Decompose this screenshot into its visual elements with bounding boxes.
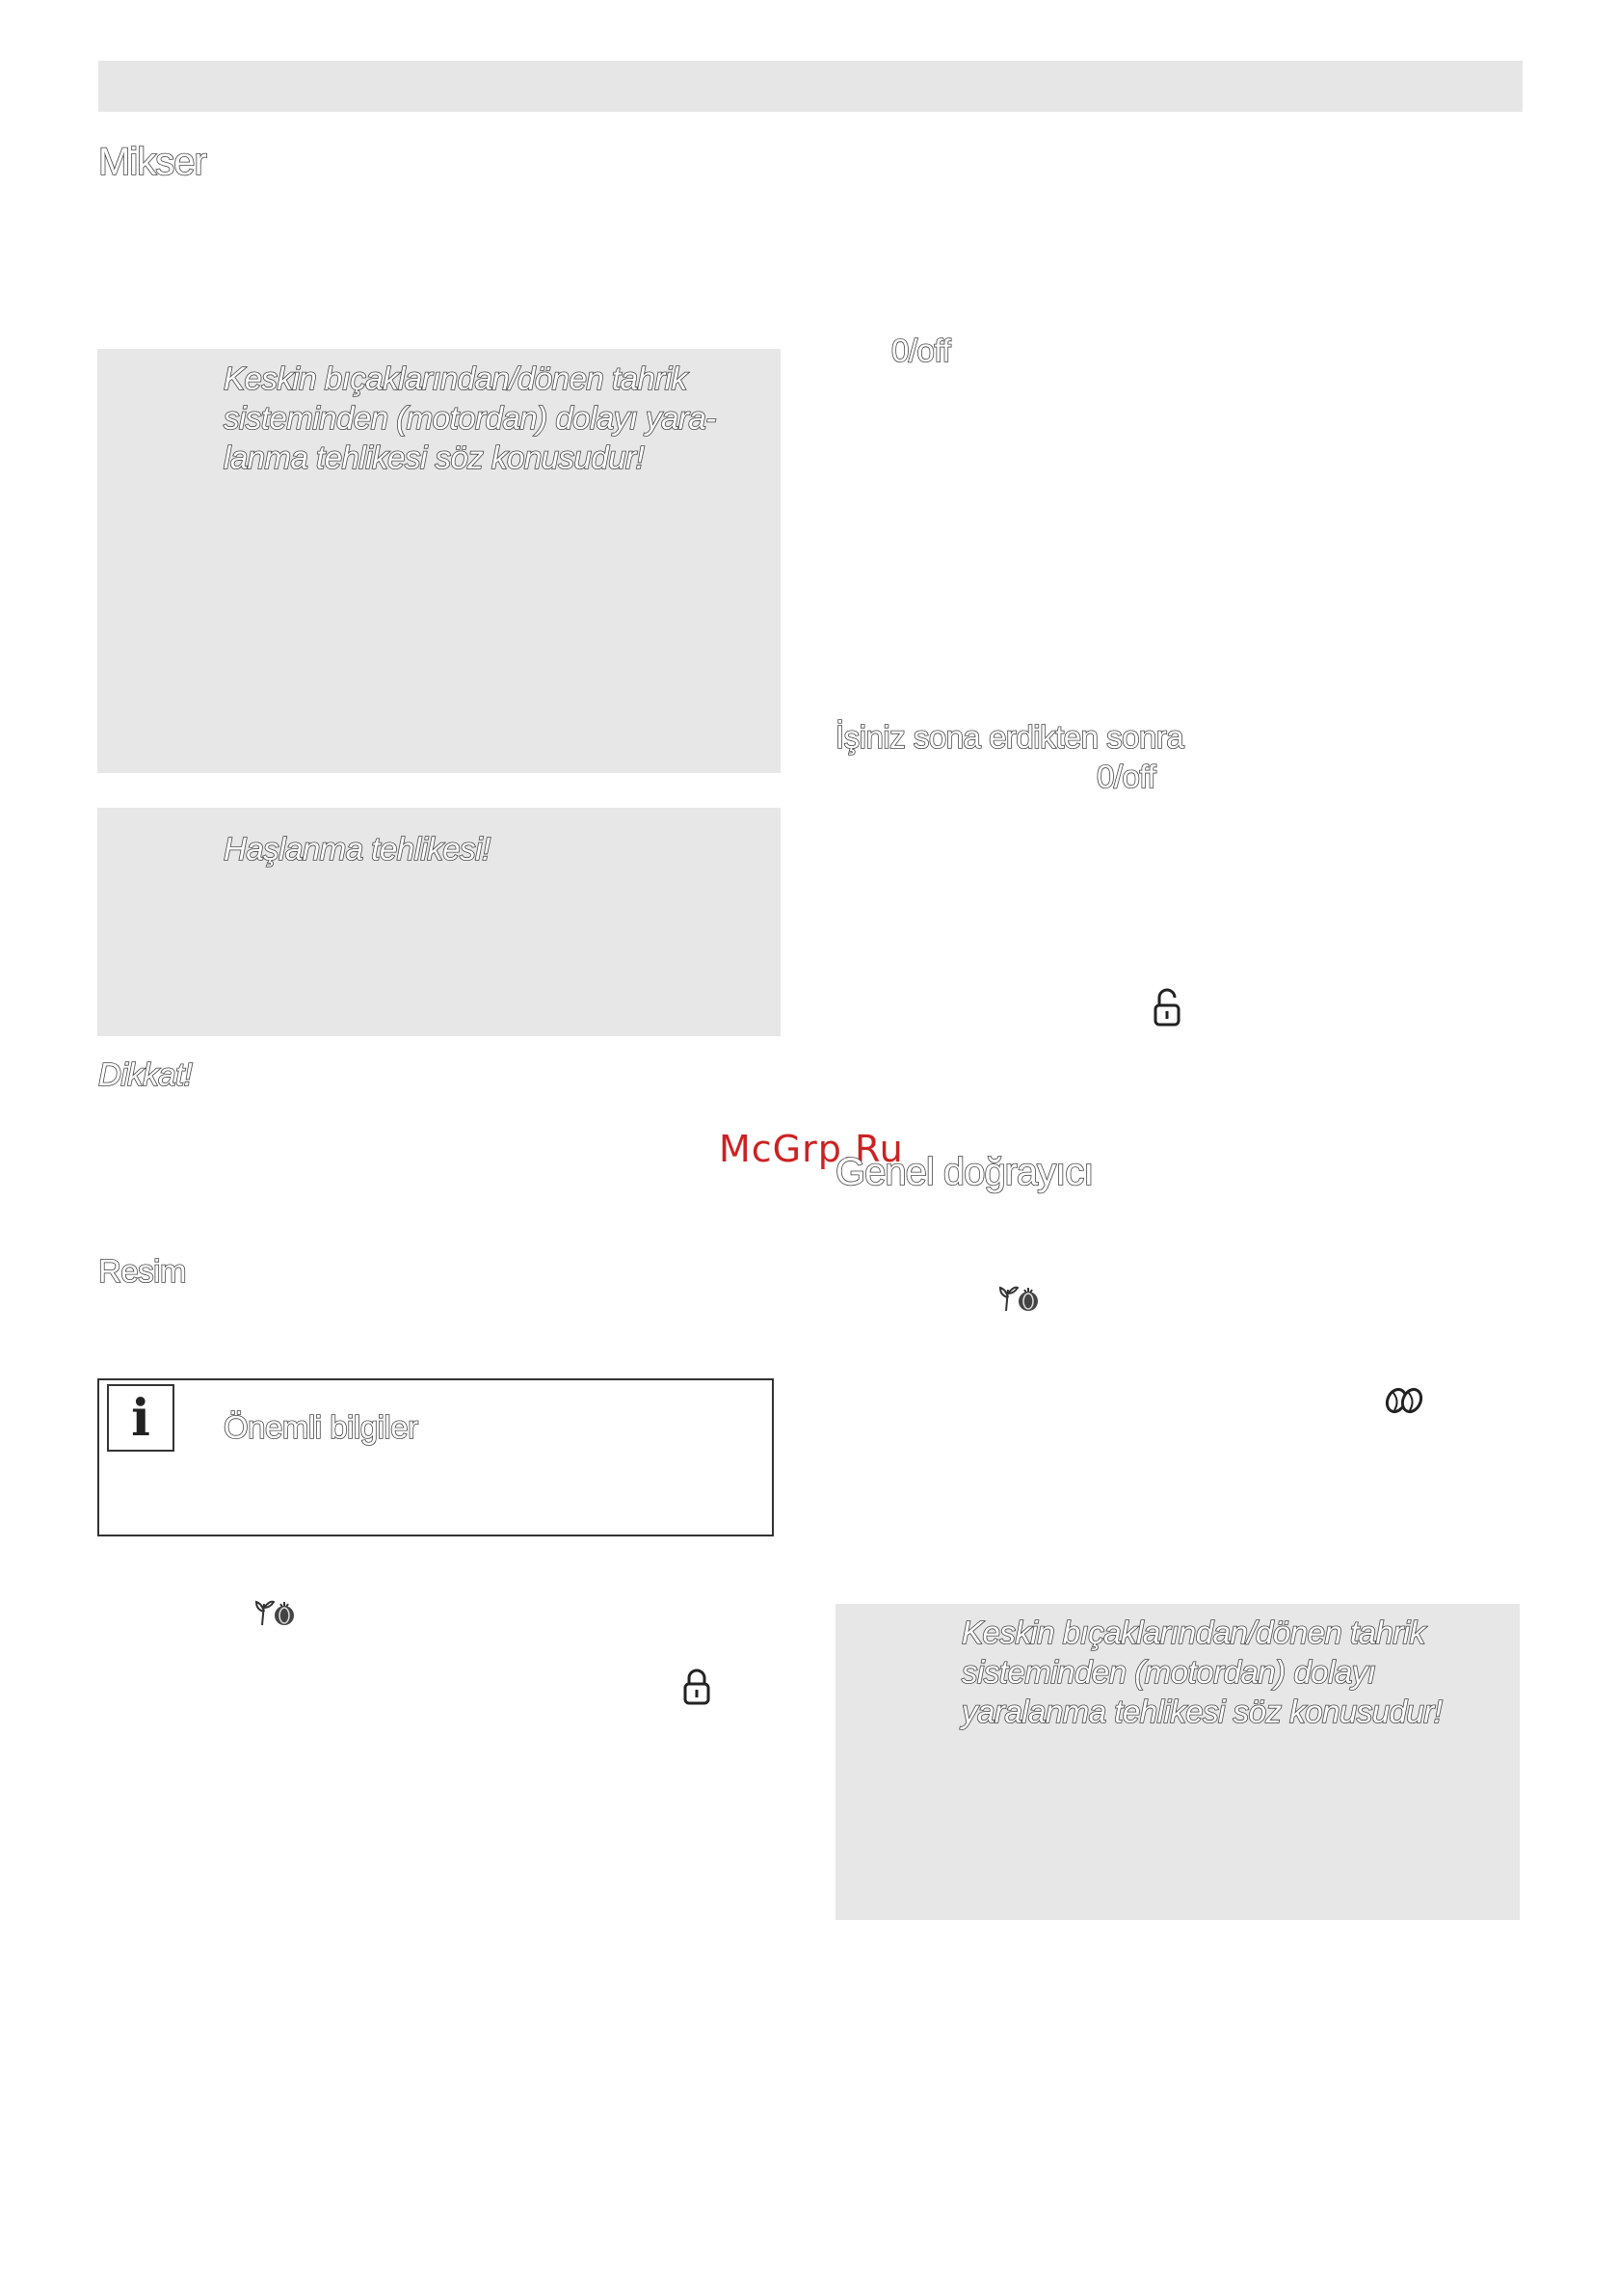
warning-line: sisteminden (motordan) dolayı xyxy=(962,1654,1376,1690)
finish-line-1: İşiniz sona erdikten sonra xyxy=(836,719,1184,755)
caution-label: Dikkat! xyxy=(98,1056,193,1092)
header-bar xyxy=(98,61,1523,112)
warning-line: sisteminden (motordan) dolayı yara- xyxy=(224,400,716,436)
info-box xyxy=(97,1378,774,1536)
figure-label: Resim xyxy=(98,1253,187,1289)
lock-closed-icon xyxy=(682,1668,711,1706)
warning-line: lanma tehlikesi söz konusudur! xyxy=(224,440,645,475)
finish-switch-off: 0/off xyxy=(1097,759,1156,794)
warning-line: yaralanma tehlikesi söz konusudur! xyxy=(962,1694,1443,1729)
section-title: Genel doğrayıcı xyxy=(836,1151,1094,1193)
warning-blades-text xyxy=(224,359,716,477)
warning-chopper-text xyxy=(962,1613,1442,1731)
herb-onion-icon xyxy=(996,1276,1045,1315)
coffee-beans-icon xyxy=(1384,1386,1424,1415)
warning-line: Keskin bıçaklarından/dönen tahrik xyxy=(224,360,687,396)
lock-open-icon xyxy=(1153,987,1181,1028)
info-title: Önemli bilgiler xyxy=(224,1409,418,1445)
herb-onion-icon xyxy=(252,1590,301,1629)
info-icon: i xyxy=(107,1384,174,1452)
warning-scald-text: Haşlanma tehlikesi! xyxy=(224,831,491,867)
switch-off-label: 0/off xyxy=(891,333,951,368)
page-title: Mikser xyxy=(98,141,206,183)
watermark: McGrp.Ru xyxy=(719,1128,904,1170)
warning-line: Keskin bıçaklarından/dönen tahrik xyxy=(962,1615,1425,1650)
